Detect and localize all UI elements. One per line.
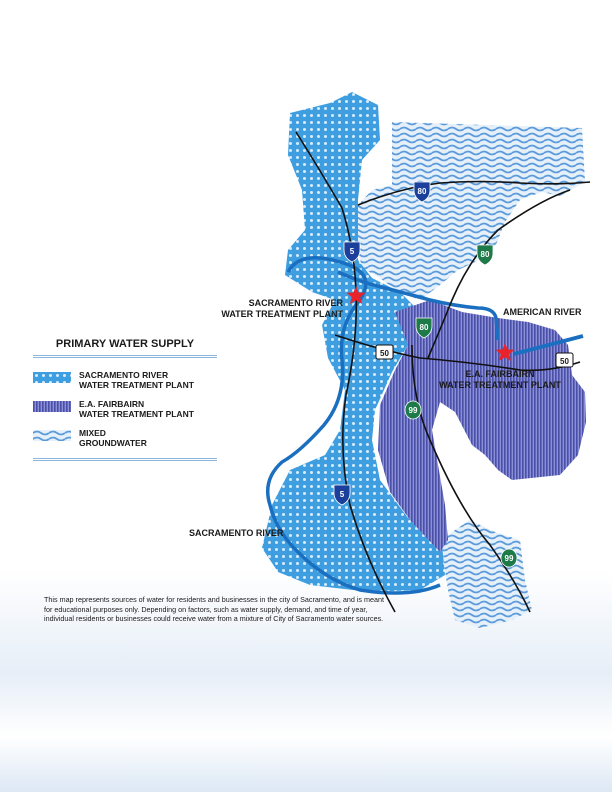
- disclaimer-text: This map represents sources of water for residents and businesses in the city of Sacramento, and is meant for educational purposes only. Depending on factors, such as water supply, demand, and time of year, individual residents or businesses could receive water from a mixture of City of Sacramento water sources.: [44, 595, 384, 624]
- waves-swatch-icon: [33, 430, 71, 441]
- svg-text:5: 5: [339, 490, 345, 499]
- sacramento-river-label: SACRAMENTO RIVER: [189, 528, 284, 538]
- sr99-south-shield: [501, 549, 517, 567]
- svg-text:80: 80: [417, 187, 427, 196]
- dots-swatch-icon: [33, 372, 71, 383]
- svg-text:99: 99: [408, 406, 418, 415]
- legend-item-sacramento-line1: SACRAMENTO RIVER: [79, 370, 169, 380]
- svg-text:50: 50: [380, 349, 389, 358]
- sacramento-plant-label-line1: SACRAMENTO RIVER: [248, 298, 343, 308]
- svg-text:80: 80: [480, 250, 490, 259]
- american-river-label: AMERICAN RIVER: [503, 307, 582, 317]
- svg-text:50: 50: [560, 357, 569, 366]
- legend-divider: [33, 458, 217, 461]
- legend-item-sacramento: [33, 370, 217, 390]
- legend-item-fairbairn-line2: WATER TREATMENT PLANT: [79, 409, 194, 419]
- legend: [33, 338, 217, 461]
- legend-item-groundwater: [33, 428, 217, 448]
- legend-item-fairbairn: [33, 399, 217, 419]
- fairbairn-wtp-region: [378, 300, 586, 552]
- fairbairn-plant-label-line2: WATER TREATMENT PLANT: [439, 380, 561, 390]
- sacramento-plant-label-line2: WATER TREATMENT PLANT: [221, 309, 343, 319]
- us50-east-shield: [556, 353, 573, 367]
- svg-text:99: 99: [504, 554, 514, 563]
- stripes-swatch-icon: [33, 401, 71, 412]
- legend-item-sacramento-line2: WATER TREATMENT PLANT: [79, 380, 194, 390]
- svg-text:5: 5: [349, 247, 355, 256]
- i80-east-shield: [477, 245, 493, 265]
- svg-text:80: 80: [419, 323, 429, 332]
- legend-title: PRIMARY WATER SUPPLY: [33, 338, 217, 358]
- groundwater-region-north: [358, 122, 585, 300]
- legend-item-groundwater-line2: GROUNDWATER: [79, 438, 147, 448]
- fairbairn-plant-label-line1: E.A. FAIRBAIRN: [465, 369, 535, 379]
- legend-item-fairbairn-line1: E.A. FAIRBAIRN: [79, 399, 145, 409]
- groundwater-region-south: [440, 520, 532, 628]
- us50-west-shield: [376, 345, 393, 359]
- sr99-north-shield: [405, 401, 421, 419]
- legend-item-groundwater-line1: MIXED: [79, 428, 106, 438]
